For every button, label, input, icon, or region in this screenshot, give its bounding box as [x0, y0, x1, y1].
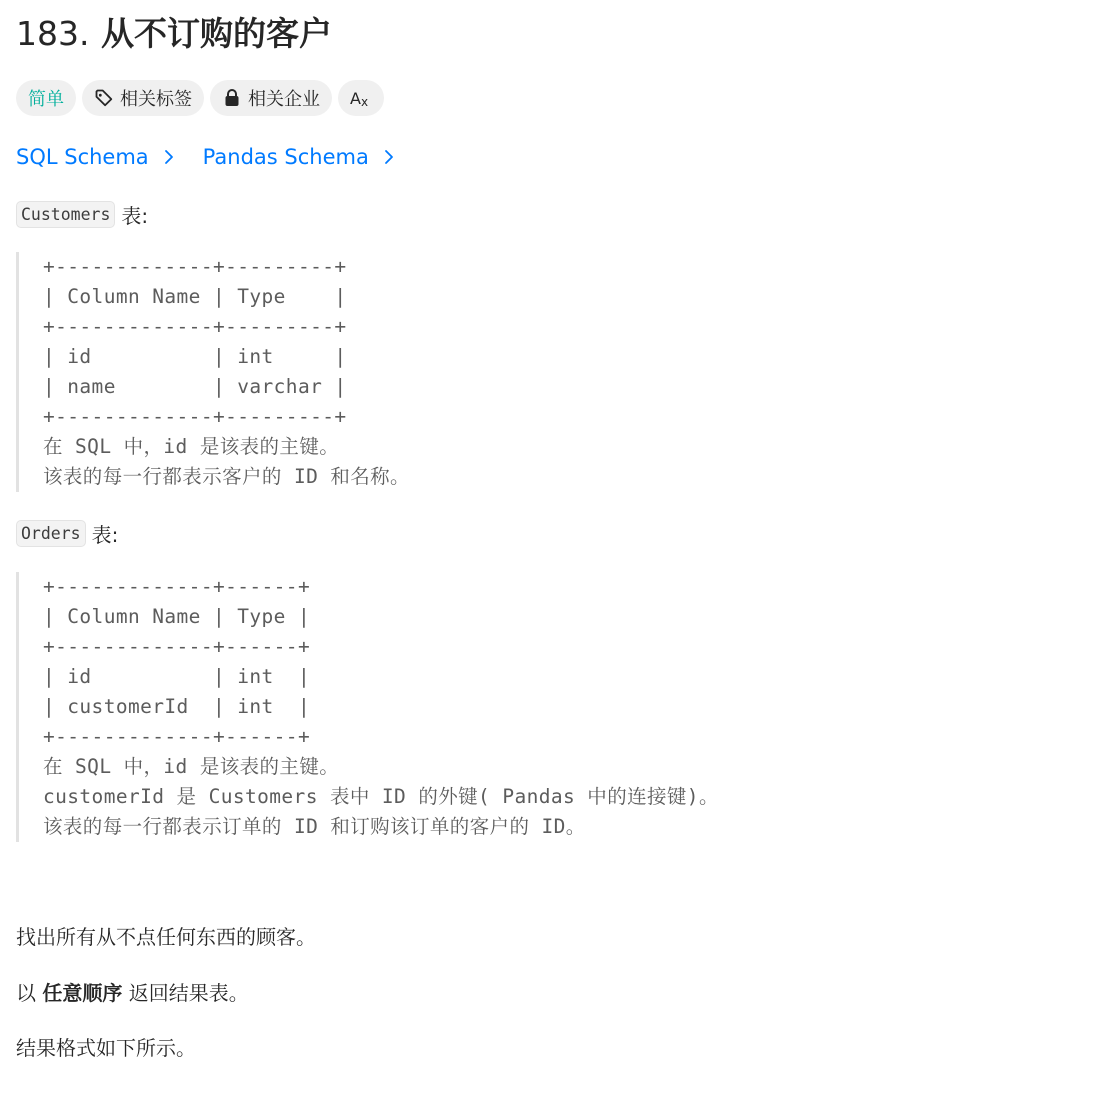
pandas-schema-link[interactable] — [203, 145, 397, 169]
related-tags-button[interactable] — [82, 80, 204, 116]
chevron-right-icon — [381, 147, 397, 167]
problem-title — [16, 10, 332, 58]
schema-line: | name | varchar | — [43, 375, 347, 398]
schema-line: | Column Name | Type | — [43, 605, 311, 628]
related-companies-label: 相关企业 — [248, 89, 320, 110]
schema-line: +-------------+---------+ — [43, 255, 347, 278]
svg-text:x: x — [361, 95, 369, 108]
schema-note: 在 SQL 中，id 是该表的主键。 — [43, 435, 340, 458]
related-companies-button[interactable] — [210, 80, 332, 116]
problem-number: 183. — [16, 14, 90, 53]
schema-line: +-------------+---------+ — [43, 405, 347, 428]
orders-schema-block — [16, 572, 1016, 842]
customers-table-heading — [16, 198, 148, 230]
schema-line: +-------------+---------+ — [43, 315, 347, 338]
tag-row — [16, 80, 384, 116]
schema-links — [16, 140, 397, 174]
customers-suffix: 表: — [121, 203, 149, 228]
format-paragraph: 结果格式如下所示。 — [16, 1036, 196, 1060]
customers-schema-block — [16, 252, 776, 492]
translate-icon — [349, 88, 373, 108]
orders-suffix: 表: — [91, 522, 119, 547]
sql-schema-label: SQL Schema — [16, 145, 149, 169]
schema-line: | Column Name | Type | — [43, 285, 347, 308]
svg-text:A: A — [350, 89, 361, 108]
order-emphasis: 任意顺序 — [42, 981, 123, 1005]
schema-line: | customerId | int | — [43, 695, 311, 718]
sql-schema-link[interactable] — [16, 145, 177, 169]
schema-note: 该表的每一行都表示订单的 ID 和订购该订单的客户的 ID。 — [43, 815, 586, 838]
schema-line: | id | int | — [43, 665, 311, 688]
difficulty-badge — [16, 80, 76, 116]
schema-line: +-------------+------+ — [43, 725, 311, 748]
chevron-right-icon — [161, 147, 177, 167]
order-suffix: 返回结果表。 — [122, 981, 249, 1005]
order-prefix: 以 — [16, 981, 43, 1005]
customers-code: Customers — [16, 201, 115, 228]
schema-note: 该表的每一行都表示客户的 ID 和名称。 — [43, 465, 410, 488]
task-paragraph: 找出所有从不点任何东西的顾客。 — [16, 925, 316, 949]
schema-line: +-------------+------+ — [43, 635, 311, 658]
schema-line: +-------------+------+ — [43, 575, 311, 598]
pandas-schema-label: Pandas Schema — [202, 145, 369, 169]
translate-button[interactable] — [338, 80, 384, 116]
schema-note: customerId 是 Customers 表中 ID 的外键( Pandas 中的连接键)。 — [43, 785, 719, 808]
schema-line: | id | int | — [43, 345, 347, 368]
problem-name: 从不订购的客户 — [100, 14, 332, 53]
difficulty-label: 简单 — [28, 89, 64, 110]
tag-icon — [94, 88, 114, 108]
orders-table-heading — [16, 517, 118, 549]
related-tags-label: 相关标签 — [120, 89, 192, 110]
order-paragraph — [16, 978, 249, 1008]
lock-icon — [222, 88, 242, 108]
schema-note: 在 SQL 中，id 是该表的主键。 — [43, 755, 340, 778]
orders-code: Orders — [16, 520, 86, 547]
